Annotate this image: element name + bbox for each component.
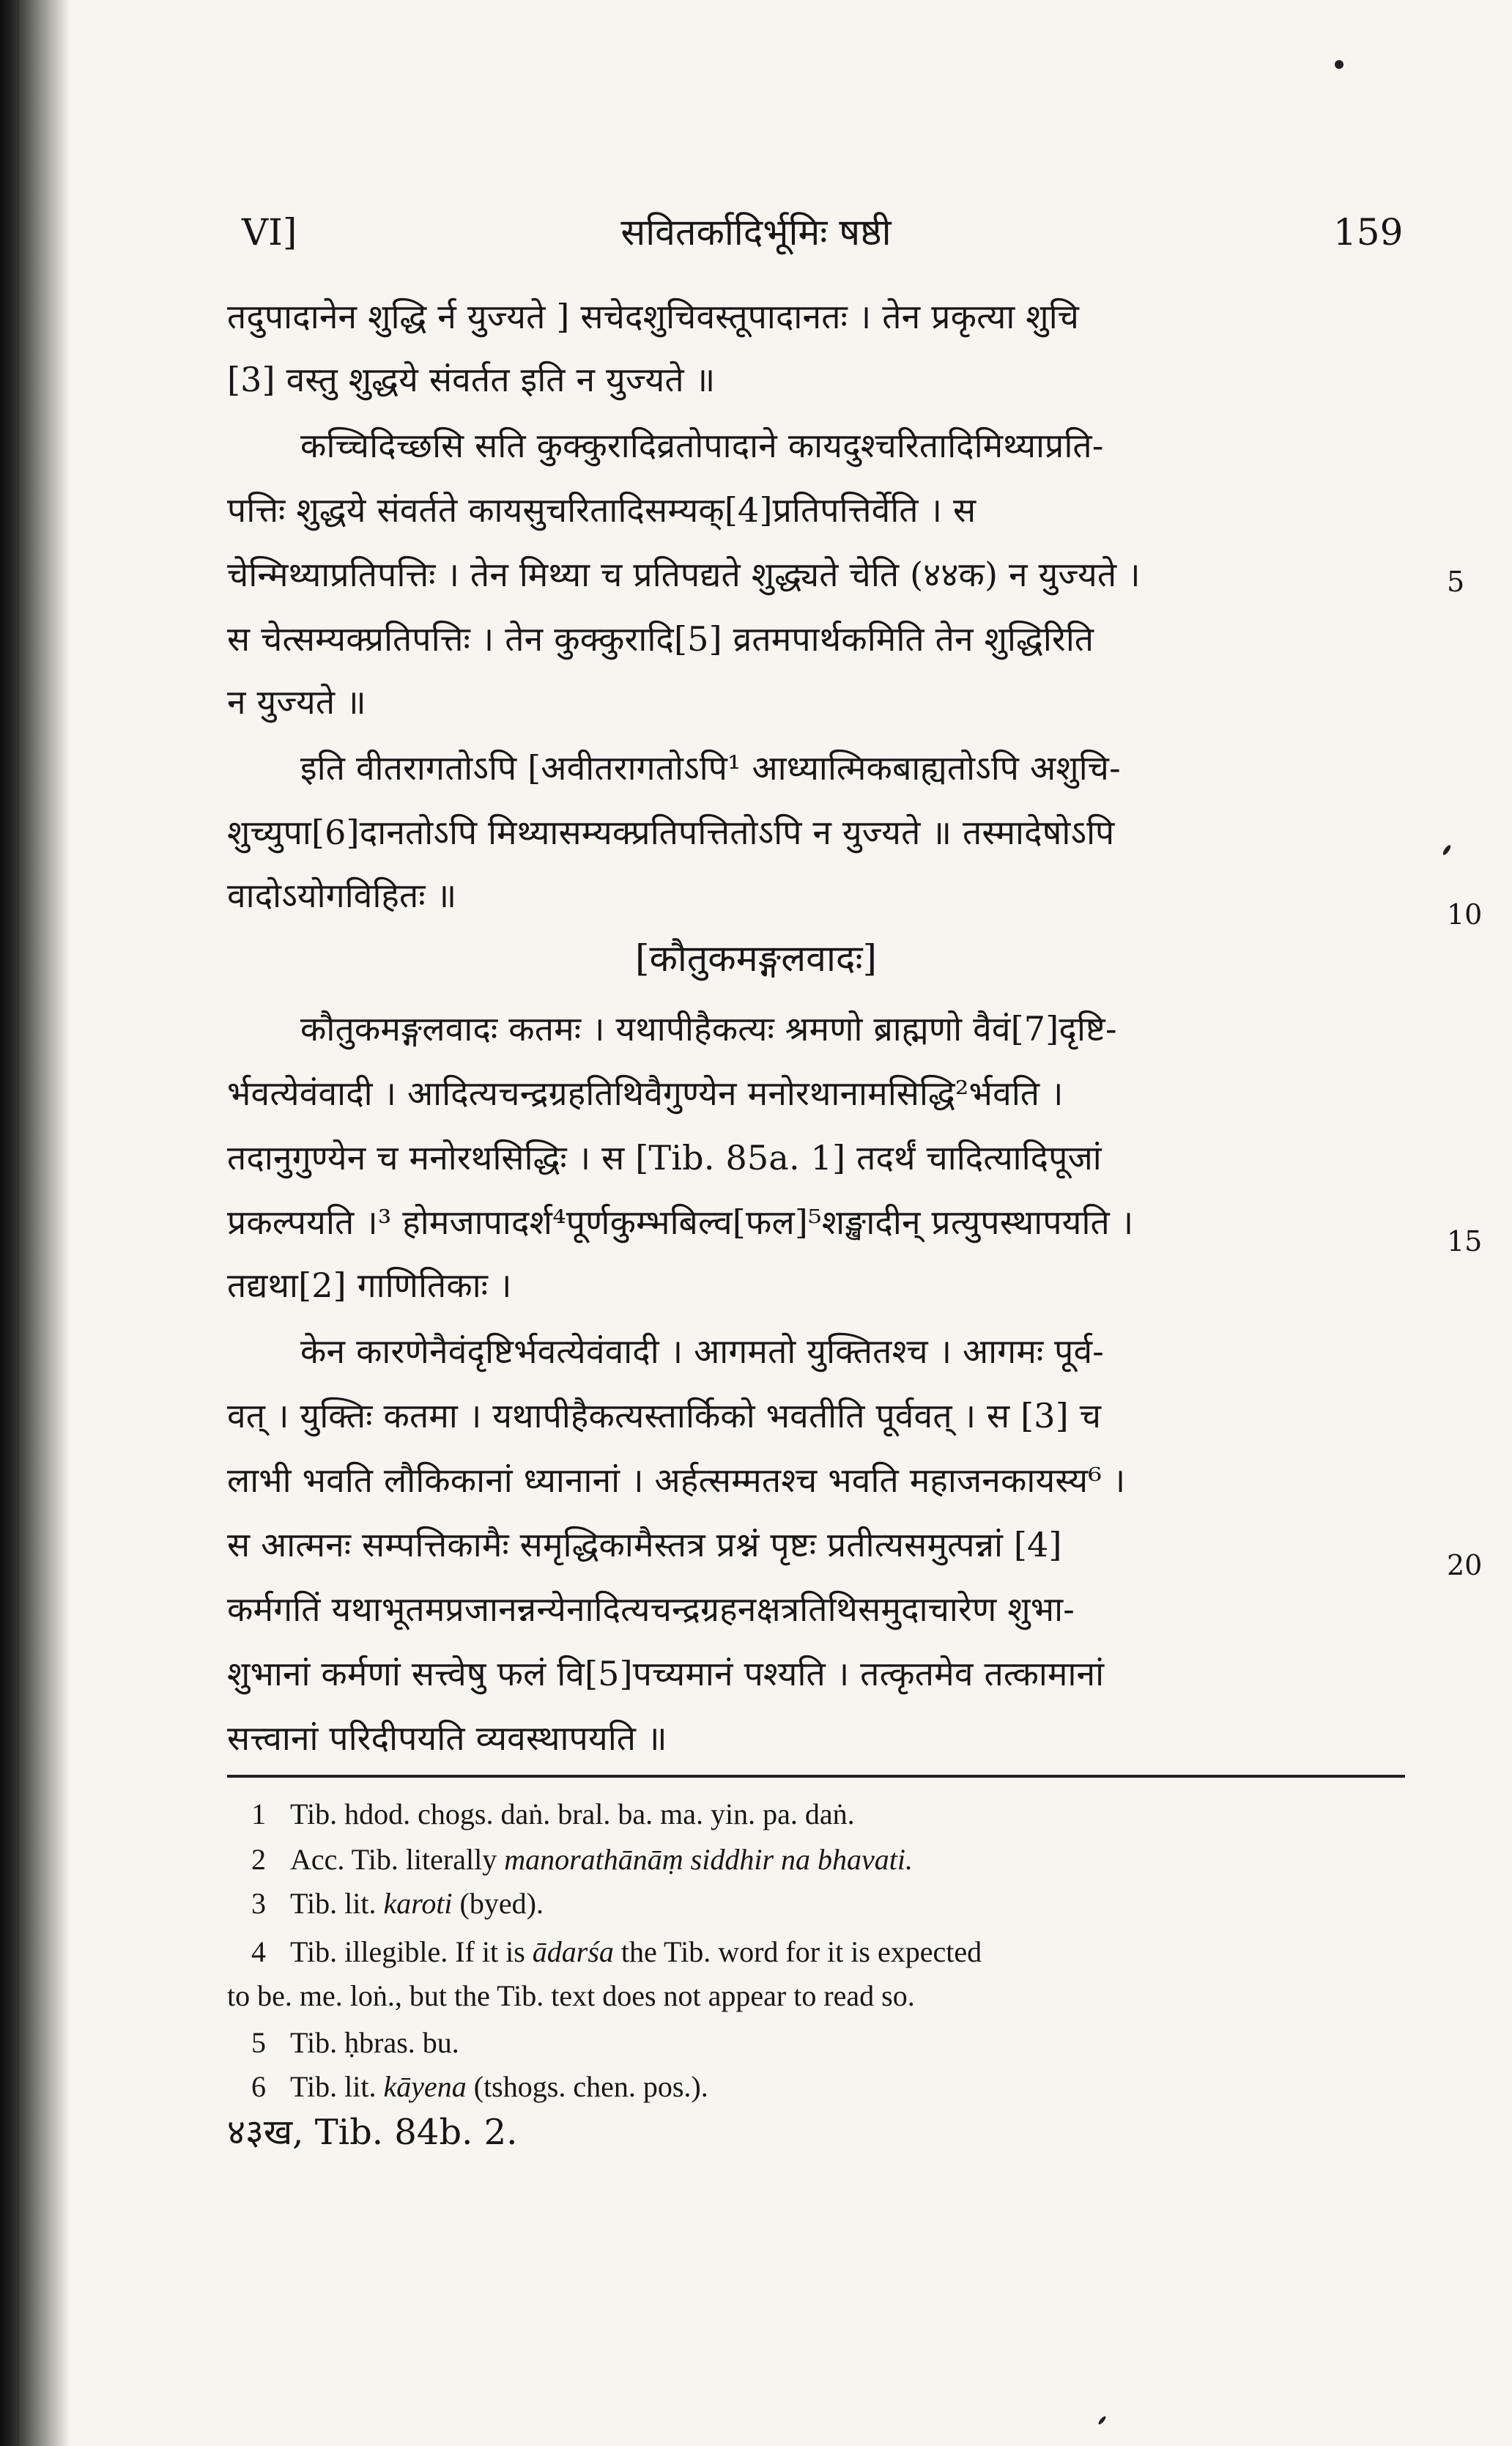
footnote-continuation: to be. me. loṅ., but the Tib. text does not appear to read so. <box>227 1979 915 2012</box>
footnote-italic: kāyena <box>383 2070 467 2103</box>
footnote-italic: karoti <box>383 1887 453 1920</box>
footnote-text: Acc. Tib. literally <box>290 1843 505 1876</box>
footnote-text: Tib. hdod. chogs. daṅ. bral. ba. ma. yin. pa. daṅ. <box>290 1797 855 1830</box>
footnote <box>227 1932 982 1973</box>
text-line: शुच्युपा[6]दानतोऽपि मिथ्यासम्यक्प्रतिपत्तितोऽपि न युज्यते ॥ तस्मादेषोऽपि <box>227 813 1115 852</box>
text-line: तदुपादानेन शुद्धि र्न युज्यते ] सचेदशुचिवस्तूपादानतः । तेन प्रकृत्या शुचि <box>227 297 1080 336</box>
footnote-text: (tshogs. chen. pos.). <box>466 2070 708 2103</box>
line-number: 15 <box>1447 1225 1483 1257</box>
text-line: र्भवत्येवंवादी । आदित्यचन्द्रग्रहतिथिवैगुण्येन मनोरथानामसिद्धि²र्भवति । <box>227 1074 1064 1113</box>
footnote-number: 6 <box>251 2070 266 2103</box>
chapter-label: VI] <box>242 211 297 254</box>
text-line: लाभी भवति लौकिकानां ध्यानानां । अर्हत्सम्मतश्च भवति महाजनकायस्य⁶ । <box>227 1460 1126 1500</box>
footnote <box>227 2022 459 2063</box>
text-line: वत् । युक्तिः कतमा । यथापीहैकत्यस्तार्किको भवतीति पूर्ववत् । स [3] च <box>227 1396 1102 1436</box>
footnote <box>227 2066 708 2107</box>
text-line: कौतुकमङ्गलवादः कतमः । यथापीहैकत्यः श्रमणो ब्राह्मणो वैवं[7]दृष्टि- <box>300 1009 1117 1049</box>
footnote <box>227 1839 913 1880</box>
footnote-text: the Tib. word for it is expected <box>613 1935 982 1968</box>
running-title: सवितर्कादिर्भूमिः षष्ठी <box>620 211 892 254</box>
footnote-rule <box>227 1775 1405 1778</box>
section-heading: [कौतुकमङ्गलवादः] <box>634 937 878 980</box>
printer-signature: ४३ख, Tib. 84b. 2. <box>227 2112 518 2153</box>
text-line: केन कारणेनैवंदृष्टिर्भवत्येवंवादी । आगमतो युक्तितश्च । आगमः पूर्व- <box>300 1331 1105 1371</box>
footnote-number: 1 <box>251 1797 266 1830</box>
text-line: कच्चिदिच्छसि सति कुक्कुरादिव्रतोपादाने कायदुश्चरितादिमिथ्याप्रति- <box>300 426 1104 465</box>
text-line: स चेत्सम्यक्प्रतिपत्तिः । तेन कुक्कुरादि[5] व्रतमपार्थकमिति तेन शुद्धिरिति <box>227 619 1094 659</box>
text-line: चेन्मिथ्याप्रतिपत्तिः । तेन मिथ्या च प्रतिपद्यते शुद्ध्यते चेति (४४क) न युज्यते । <box>227 555 1141 594</box>
text-line: वादोऽयोगविहितः ॥ <box>227 876 457 915</box>
footnote-number: 4 <box>251 1935 266 1968</box>
footnote-text: Tib. lit. <box>290 1887 384 1920</box>
footnote-text: (byed). <box>452 1887 544 1920</box>
text-line: तद्यथा[2] गाणितिकाः । <box>227 1266 512 1305</box>
text-line: सत्त्वानां परिदीपयति व्यवस्थापयति ॥ <box>227 1718 667 1758</box>
footnote-text: Tib. lit. <box>290 2070 384 2103</box>
text-line: इति वीतरागतोऽपि [अवीतरागतोऽपि¹ आध्यात्मिकबाह्यतोऽपि अशुचि- <box>300 748 1121 788</box>
ink-speck <box>1442 844 1452 857</box>
line-number: 5 <box>1447 566 1465 598</box>
line-number: 20 <box>1447 1549 1483 1581</box>
footnote-text: Tib. illegible. If it is <box>290 1935 533 1968</box>
footnote-text: Tib. ḥbras. bu. <box>290 2026 459 2059</box>
footnote-number: 2 <box>251 1843 266 1876</box>
text-line: शुभानां कर्मणां सत्त्वेषु फलं वि[5]पच्यमानं पश्यति । तत्कृतमेव तत्कामानां <box>227 1654 1105 1693</box>
footnote-number: 3 <box>251 1887 266 1920</box>
page-number: 159 <box>1333 211 1404 254</box>
text-line: स आत्मनः सम्पत्तिकामैः समृद्धिकामैस्तत्र प्रश्नं पृष्टः प्रतीत्यसमुत्पन्नां [4] <box>227 1525 1062 1564</box>
footnote-italic: manorathānāṃ siddhir na bhavati. <box>504 1843 914 1876</box>
ink-speck <box>1335 60 1344 69</box>
footnote <box>227 1794 855 1835</box>
text-line: तदानुगुण्येन च मनोरथसिद्धिः । स [Tib. 85a. 1] तदर्थं चादित्यादिपूजां <box>227 1138 1102 1178</box>
footnote-number: 5 <box>251 2026 266 2059</box>
line-number: 10 <box>1447 898 1483 931</box>
text-line: पत्तिः शुद्धये संवर्तते कायसुचरितादिसम्यक्[4]प्रतिपत्तिर्वेति । स <box>227 490 976 530</box>
text-line: कर्मगतिं यथाभूतमप्रजानन्नन्येनादित्यचन्द्रग्रहनक्षत्रतिथिसमुदाचारेण शुभा- <box>227 1589 1075 1629</box>
book-binding-shadow <box>0 0 70 2446</box>
ink-speck <box>1097 2415 1107 2425</box>
footnote-italic: ādarśa <box>532 1935 614 1968</box>
footnote <box>227 1883 544 1924</box>
text-line: न युज्यते ॥ <box>227 682 366 722</box>
text-line: [3] वस्तु शुद्धये संवर्तत इति न युज्यते ॥ <box>227 360 716 399</box>
text-line: प्रकल्पयति ।³ होमजापादर्श⁴पूर्णकुम्भबिल्व[फल]⁵शङ्खादीन् प्रत्युपस्थापयति । <box>227 1202 1134 1242</box>
